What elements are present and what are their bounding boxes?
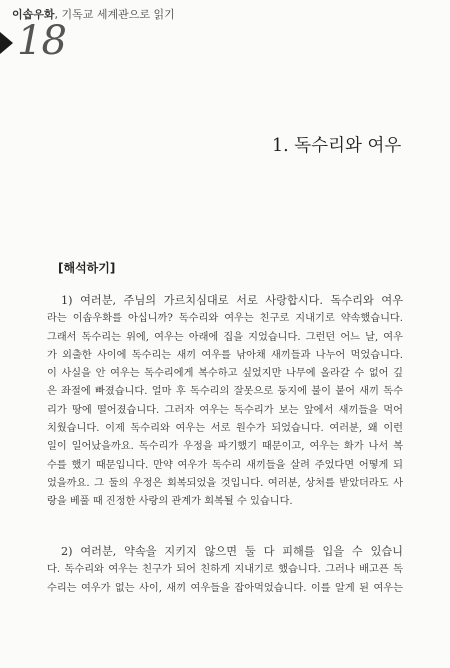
- triangle-right-icon: [0, 32, 13, 54]
- chapter-title: 1. 독수리와 여우: [272, 136, 402, 156]
- paragraph-line: 은 좌절에 빠졌습니다. 얼마 후 독수리의 잘못으로 둥지에 불이 붙어 새끼 독수: [47, 386, 403, 398]
- paragraph-2: [47, 543, 403, 598]
- paragraph-1: [47, 292, 403, 512]
- running-header: [0, 6, 450, 62]
- paragraph-line: 1) 여러분, 주님의 가르치심대로 서로 사랑합시다. 독수리와 여우: [61, 294, 403, 307]
- paragraph-line: 리가 땅에 떨어졌습니다. 그러자 여우는 독수리가 보는 앞에서 새끼들을 먹어: [47, 404, 403, 416]
- section-label: [해석하기]: [58, 261, 116, 275]
- book-title-bold: 이솝우화: [12, 8, 55, 21]
- paragraph-line: 수리는 여우가 없는 사이, 새끼 여우들을 잡아먹었습니다. 이를 알게 된 여우는: [47, 582, 403, 594]
- page-number: 18: [17, 18, 66, 64]
- paragraph-line: 치웠습니다. 이제 독수리와 여우는 서로 원수가 되었습니다. 여러분, 왜 이런: [47, 423, 403, 435]
- paragraph-line: 다. 독수리와 여우는 친구가 되어 친하게 지내기로 했습니다. 그러나 배고픈 독: [47, 564, 403, 576]
- paragraph-line: 었을까요. 그 둘의 우정은 회복되었을 것입니다. 여러분, 상처를 받았더라도 사: [47, 477, 403, 489]
- paragraph-line: 그래서 독수리는 위에, 여우는 아래에 집을 지었습니다. 그런던 어느 날, 여우: [47, 331, 403, 343]
- paragraph-line: 가 외출한 사이에 독수리는 새끼 여우를 낚아채 새끼들과 나누어 먹었습니다.: [47, 349, 403, 361]
- paragraph-line: 2) 여러분, 약속을 지키지 않으면 둘 다 피해를 입을 수 있습니: [61, 545, 403, 558]
- paragraph-line: 라는 이솝우화를 아십니까? 독수리와 여우는 친구로 지내기로 약속했습니다.: [47, 313, 403, 325]
- paragraph-line: 랑을 베풀 때 진정한 사랑의 관계가 회복될 수 있습니다.: [47, 496, 293, 508]
- paragraph-line: 일이 일어났을까요. 독수리가 우정을 파기했기 때문이고, 여우는 화가 나서 복: [47, 441, 403, 453]
- book-title-rest: , 기독교 세계관으로 읽기: [54, 8, 175, 21]
- paragraph-line: 이 사실을 안 여우는 독수리에게 복수하고 싶었지만 나무에 올라갈 수 없어 깊: [47, 368, 403, 380]
- paragraph-line: 수를 했기 때문입니다. 만약 여우가 독수리 새끼들을 살려 주었다면 어떻게 되: [47, 459, 403, 471]
